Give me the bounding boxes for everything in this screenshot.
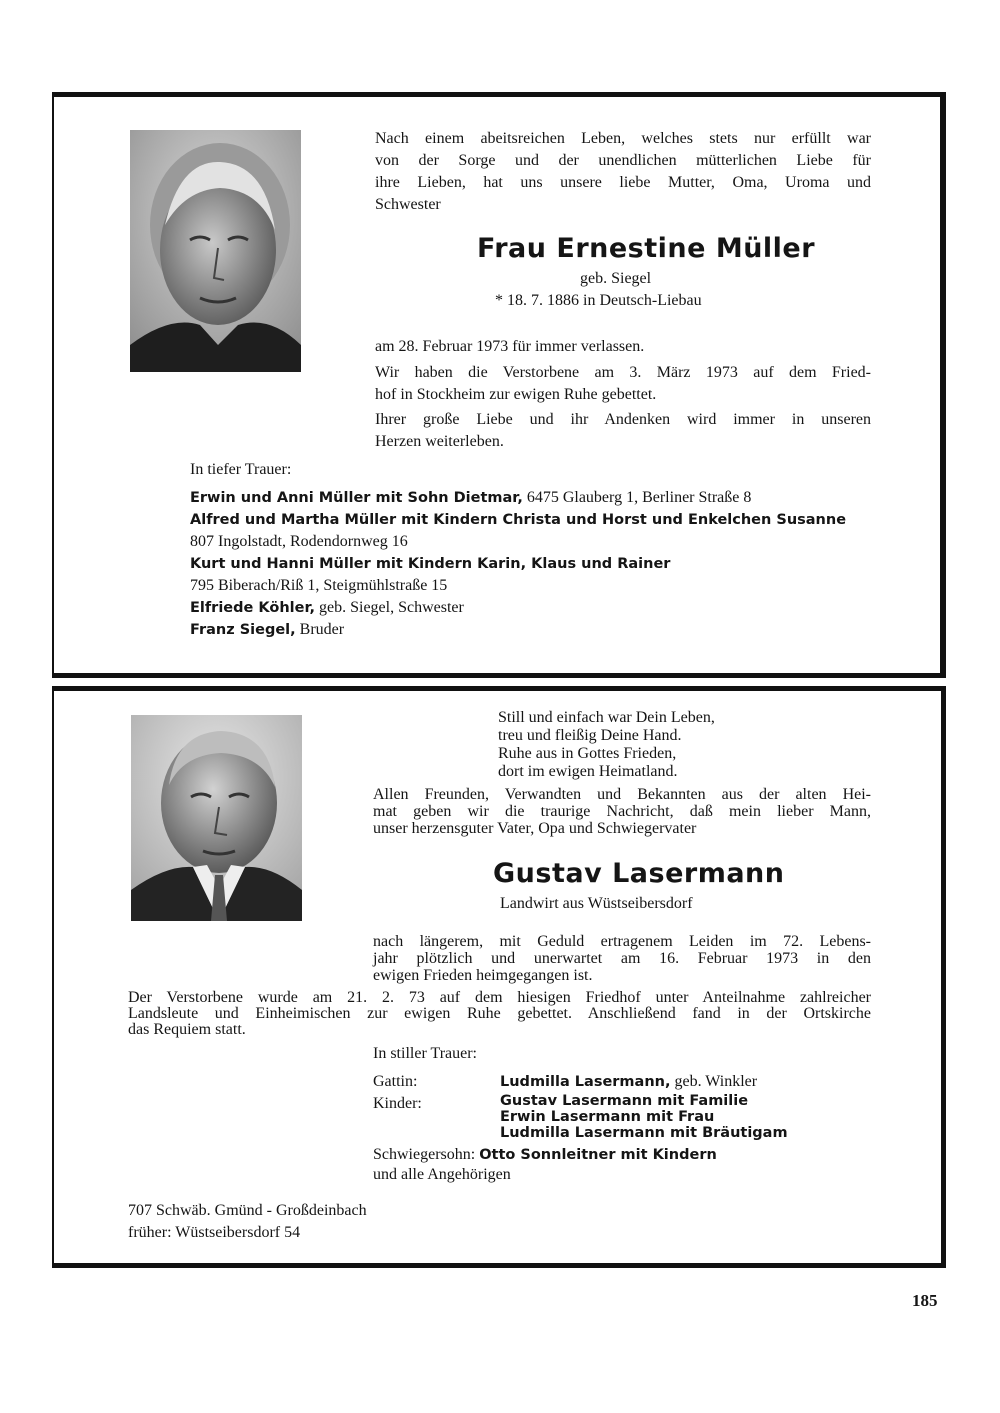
mourning-label: In tiefer Trauer: (190, 461, 292, 478)
poem-line: Ruhe aus in Gottes Frieden, (498, 745, 677, 762)
soninlaw-label: Schwiegersohn: (373, 1146, 476, 1163)
memory-paragraph (375, 409, 871, 453)
text-line: unser herzensguter Vater, Opa und Schwiegervater (373, 820, 697, 837)
poem-line: treu und fleißig Deine Hand. (498, 727, 682, 744)
soninlaw-name: Otto Sonnleitner mit Kindern (479, 1147, 717, 1163)
mourner-line (190, 509, 846, 531)
birth-date-place: * 18. 7. 1886 in Deutsch-Liebau (495, 292, 702, 309)
text-line: das Requiem statt. (128, 1021, 246, 1038)
text-line: nach längerem, mit Geduld ertragenem Leiden im 72. Lebens- (373, 933, 871, 950)
poem (498, 709, 715, 781)
spouse-name: Ludmilla Lasermann, (500, 1074, 671, 1090)
child-entry: Erwin Lasermann mit Frau (500, 1109, 715, 1125)
mourning-label: In stiller Trauer: (373, 1045, 477, 1062)
spouse-birth-name: geb. Winkler (670, 1073, 758, 1090)
text-line: jahr plötzlich und unerwartet am 16. Februar 1973 in den (373, 950, 871, 967)
mourner-line (190, 531, 846, 553)
death-date-text: am 28. Februar 1973 für immer verlassen. (375, 338, 645, 355)
deceased-name: Gustav Lasermann (493, 858, 785, 889)
page-number: 185 (912, 1291, 938, 1310)
mourner-normal: 807 Ingolstadt, Rodendornweg 16 (190, 533, 408, 550)
portrait-photo-gustav-lasermann (131, 715, 302, 921)
mourner-normal: Bruder (295, 621, 345, 638)
text-line: ewigen Frieden heimgegangen ist. (373, 967, 593, 984)
child-entry: Gustav Lasermann mit Familie (500, 1093, 749, 1109)
mourner-normal: geb. Siegel, Schwester (315, 599, 464, 616)
text-line: Ihrer große Liebe und ihr Andenken wird immer in unseren (375, 411, 871, 428)
spouse-label: Gattin: (373, 1073, 418, 1090)
children-label: Kinder: (373, 1095, 422, 1112)
intro-paragraph (373, 786, 871, 837)
death-paragraph (373, 933, 871, 984)
deceased-name: Frau Ernestine Müller (477, 233, 816, 264)
mourner-bold: Kurt und Hanni Müller mit Kindern Karin, Klaus und Rainer (190, 556, 671, 572)
mourner-line (190, 487, 846, 509)
text-line: Schwester (375, 196, 441, 213)
mourner-bold: Alfred und Martha Müller mit Kindern Christa und Horst und Enkelchen Susanne (190, 512, 847, 528)
mourner-bold: Elfriede Köhler, (190, 600, 315, 616)
birth-name: geb. Siegel (580, 270, 652, 287)
address-line: 707 Schwäb. Gmünd - Großdeinbach (128, 1202, 367, 1219)
mourner-normal: 6475 Glauberg 1, Berliner Straße 8 (522, 489, 752, 506)
text-line: Allen Freunden, Verwandten und Bekannten aus der alten Hei- (373, 786, 871, 803)
intro-paragraph (375, 128, 871, 216)
mourner-line (190, 553, 846, 575)
text-line: mat geben wir die traurige Nachricht, daß mein lieber Mann, (373, 803, 871, 820)
mourner-line (190, 597, 846, 619)
poem-line: Still und einfach war Dein Leben, (498, 709, 715, 726)
mourner-normal: 795 Biberach/Riß 1, Steigmühlstraße 15 (190, 577, 448, 594)
burial-paragraph (375, 362, 871, 406)
text-line: Landsleute und Einheimischen zur ewigen Ruhe gebettet. Anschließend fand in der Ortskirche (128, 1005, 871, 1022)
text-line: Wir haben die Verstorbene am 3. März 1973 auf dem Fried- (375, 364, 871, 381)
burial-paragraph (128, 990, 871, 1038)
address-line: früher: Wüstseibersdorf 54 (128, 1224, 301, 1241)
text-line: Herzen weiterleben. (375, 433, 504, 450)
text-line: ihre Lieben, hat uns unsere liebe Mutter, Oma, Uroma und (375, 174, 871, 191)
mourner-line (190, 575, 846, 597)
children-list (500, 1093, 788, 1141)
occupation: Landwirt aus Wüstseibersdorf (500, 895, 693, 912)
child-entry: Ludmilla Lasermann mit Bräutigam (500, 1125, 788, 1141)
mourner-bold: Erwin und Anni Müller mit Sohn Dietmar, (190, 490, 523, 506)
spouse-entry (500, 1071, 757, 1093)
text-line: von der Sorge und der unendlichen mütterlichen Liebe für (375, 152, 871, 169)
text-line: hof in Stockheim zur ewigen Ruhe gebettet. (375, 386, 657, 403)
mourner-bold: Franz Siegel, (190, 622, 296, 638)
soninlaw-entry (373, 1144, 717, 1166)
text-line: Nach einem abeitsreichen Leben, welches stets nur erfüllt war (375, 130, 871, 147)
mourners-list (190, 487, 846, 641)
relatives-line: und alle Angehörigen (373, 1166, 511, 1183)
address-block (128, 1200, 367, 1244)
poem-line: dort im ewigen Heimatland. (498, 763, 678, 780)
portrait-photo-ernestine-mueller (130, 130, 301, 372)
mourner-line (190, 619, 846, 641)
text-line: Der Verstorbene wurde am 21. 2. 73 auf dem hiesigen Friedhof unter Anteilnahme zahlreicher (128, 989, 871, 1006)
